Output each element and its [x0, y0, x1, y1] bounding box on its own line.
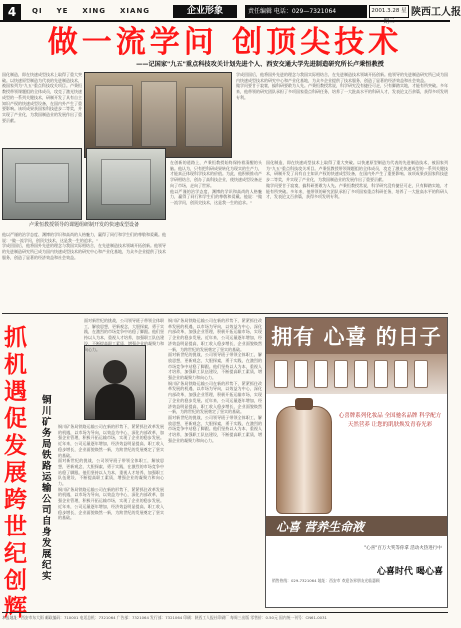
feature-text: 面对新世纪的挑战，公司领导班子带领全体职工，解放思想，更新观念，大胆探索，勇于实践，在激烈的市场竞争中站稳了脚跟。他们坚持以人为本，重视人才培养，加强职工队伍建设，不断提高职工素质，增强企业的凝聚力和向心力。: [58, 458, 164, 487]
subtitle-char: 矿: [42, 417, 52, 428]
product-bottle-icon: [334, 360, 348, 388]
ad-top-band: [266, 318, 447, 354]
portrait-photo: [84, 345, 146, 420]
subtitle-char: 展: [42, 549, 52, 560]
issue-date: 2001.3.28 星期三: [369, 5, 409, 18]
article-text: 在创新的道路上，卢秉恒教授始终保持着清醒的头脑。他认为，只有把科研成果转化为现实的生产力，才能真正体现科学技术的价值。为此，他积极推动产学研相结合，创办了高科技企业，使快速成型设备走向了市场，走向了世界。: [170, 160, 262, 188]
machine-body: [101, 159, 151, 205]
pinyin-word: YE: [56, 7, 69, 15]
headline-char: 辉: [4, 595, 27, 621]
headline-char: 机: [4, 352, 27, 378]
feature-text: 面对新世纪的挑战，公司领导班子带领全体职工，解放思想，更新观念，大胆探索，勇于实践，在激烈的市场竞争中站稳了脚跟。他们坚持以人为本，重视人才培养，加强职工队伍建设，不断提高职工素质，增强企业的凝聚力和向心力。: [84, 318, 164, 352]
subtitle-char: 实: [42, 571, 52, 582]
subtitle-char: 川: [42, 406, 52, 417]
article-text: 做学问要甘于寂寞，搞科研要敢为人先。卢秉恒教授常说，科学研究没有捷径可走，只有脚踏实地，才能有所突破。多年来，他带领的研究团队承担了多项国家重点科研任务，培养了一大批高水平的科研人才，发表论文百余篇，获得多项发明专利。: [266, 182, 448, 200]
feature-text: 铜川矿务局铁路运输公司在新的形势下，紧紧抓住改革发展的机遇，以市场为导向，以效益为中心，深化内部改革，加强企业管理，积极开拓运输市场，实现了企业的稳步发展。近年来，公司运量逐年增加，经济效益明显提高，职工收入稳步增长，企业面貌焕然一新，为跨世纪的发展奠定了坚实的基础。: [58, 486, 164, 521]
ad-band-text: 心喜 营养生命液: [276, 520, 365, 534]
group-photo: [84, 72, 232, 158]
subtitle-char: 运: [42, 472, 52, 483]
machine-photo: [2, 148, 82, 220]
section-divider: [2, 313, 448, 314]
article-text: 国化制造，即在快速成型技术上取得了重大突破。以快速原型制造为代表的先进制造技术，被国家列为"九五"重点科技攻关项目。卢秉恒教授带领课题组的全体成员，攻克了激光快速成型的一系列关键技术，研制开发了具有自主知识产权的快速成型设备，在国内外产生了重要影响。该项成果获国家科技进步二等奖，并实现了产业化，为我国制造业的发展作出了重要贡献。: [266, 160, 448, 183]
hero-bottle-icon: [276, 406, 332, 514]
ad-slogan: 拥有 心喜 的日子: [271, 325, 442, 349]
feature-text: 铜川矿务局铁路运输公司在新的形势下，紧紧抓住改革发展的机遇，以市场为导向，以效益为中心，深化内部改革，加强企业管理，积极开拓运输市场，实现了企业的稳步发展。近年来，公司运量逐年增加，经济效益明显提高，职工收入稳步增长，企业面貌焕然一新，为跨世纪的发展奠定了坚实的基础。: [168, 318, 262, 352]
main-headline: 做一流学问 创顶尖技术: [47, 25, 403, 60]
ad-band: [266, 516, 447, 536]
ad-lower: [266, 536, 447, 607]
subtitle-char: 局: [42, 439, 52, 450]
feature-text: 面对新世纪的挑战，公司领导班子带领全体职工，解放思想，更新观念，大胆探索，勇于实践，在激烈的市场竞争中站稳了脚跟。他们坚持以人为本，重视人才培养，加强职工队伍建设，不断提高职工素质，增强企业的凝聚力和向心力。: [168, 414, 262, 443]
headline-char: 遇: [4, 379, 27, 405]
article-text: 做学问要甘于寂寞，搞科研要敢为人先。卢秉恒教授常说，科学研究没有捷径可走，只有脚踏实地，才能有所突破。多年来，他带领的研究团队承担了多项国家重点科研任务，培养了一大批高水平的科研人才，发表论文百余篇，获得多项发明专利。: [236, 83, 448, 100]
ad-body: [266, 394, 447, 516]
feature-vertical-subtitle: [42, 395, 53, 582]
feature-column: [58, 424, 164, 610]
product-bottle-icon: [374, 360, 388, 388]
subtitle-char: 铁: [42, 450, 52, 461]
portrait-body: [95, 384, 135, 420]
feature-text: 铜川矿务局铁路运输公司在新的形势下，紧紧抓住改革发展的机遇，以市场为导向，以效益为中心，深化内部改革，加强企业管理，积极开拓运输市场，实现了企业的稳步发展。近年来，公司运量逐年增加，经济效益明显提高，职工收入稳步增长，企业面貌焕然一新，为跨世纪的发展奠定了坚实的基础。: [58, 424, 164, 458]
feature-text: 铜川矿务局铁路运输公司在新的形势下，紧紧抓住改革发展的机遇，以市场为导向，以效益为中心，深化内部改革，加强企业管理，积极开拓运输市场，实现了企业的稳步发展。近年来，公司运量逐年增加，经济效益明显提高，职工收入稳步增长，企业面貌焕然一新，为跨世纪的发展奠定了坚实的基础。: [168, 380, 262, 415]
subtitle-char: 纪: [42, 560, 52, 571]
headline-char: 跨: [4, 487, 27, 513]
portrait-head: [103, 360, 127, 384]
headline-banner: [2, 26, 448, 68]
subtitle-char: 输: [42, 483, 52, 494]
article-column: [266, 160, 448, 310]
product-bottle-icon: [314, 360, 328, 388]
editor-line: 责任编辑 电话：029—7321064: [245, 5, 367, 18]
pinyin-word: XING: [82, 7, 107, 15]
photo-figure: [185, 87, 223, 147]
article-column: [236, 72, 448, 156]
ad-copy: 心喜牌系列化妆品 全国驰名品牌 科学配方 天然营养 让您的肌肤焕发青春光彩: [338, 413, 442, 428]
subtitle-char: 路: [42, 461, 52, 472]
subtitle-char: 自: [42, 516, 52, 527]
article-text: 学成回国后，他将国外先进的理念与我国实际相结合，在先进制造技术领域开拓创新。他领导的先进制造研究所已成为国内快速成型技术的研究中心和产业化基地，为众多企业提供了技术服务，创造了显著的经济效益和社会效益。: [2, 243, 166, 260]
subtitle-char: 发: [42, 538, 52, 549]
page-number: 4: [3, 4, 21, 20]
headline-char: 抓: [4, 325, 27, 351]
pinyin-title: [32, 7, 164, 15]
article-text: 学成回国后，他将国外先进的理念与我国实际相结合，在先进制造技术领域开拓创新。他领导的先进制造研究所已成为国内快速成型技术的研究中心和产业化基地，为众多企业提供了技术服务，创造了显著的经济效益和社会效益。: [236, 72, 448, 83]
article-column: [2, 232, 166, 312]
product-bottle-icon: [394, 360, 408, 388]
product-bottle-icon: [354, 360, 368, 388]
ad-promo: "心喜"百万大奖等你拿 活动火热进行中: [364, 546, 442, 551]
newspaper-masthead: 陕西工人报: [411, 7, 461, 18]
product-bottle-icon: [294, 360, 308, 388]
ad-brand: 心喜时代 喝心喜: [376, 567, 443, 577]
headline-char: 创: [4, 568, 27, 594]
subtitle-char: 公: [42, 494, 52, 505]
feature-text: 面对新世纪的挑战，公司领导班子带领全体职工，解放思想，更新观念，大胆探索，勇于实践，在激烈的市场竞争中站稳了脚跟。他们坚持以人为本，重视人才培养，加强职工队伍建设，不断提高职工素质，增强企业的凝聚力和向心力。: [168, 352, 262, 381]
feature-column: [84, 318, 164, 352]
ad-footer-text: 销售热线：029-7321064 地址：西安市 欢迎各界朋友光临惠顾: [272, 578, 380, 583]
article-text: 他以严谨的治学态度、渊博的学识和高尚的人格魅力，赢得了同行和学生们的尊敬和爱戴。他说："做一流学问，创顶尖技术，这是我一生的追求。": [2, 232, 166, 243]
photo-figure: [141, 81, 177, 147]
ad-product-shelf: [266, 354, 447, 394]
subtitle-char: 铜: [42, 395, 52, 406]
photo-figure: [95, 85, 133, 147]
subtitle-char: 身: [42, 527, 52, 538]
product-bottle-icon: [414, 360, 428, 388]
bottle-cap: [295, 398, 313, 410]
headline-char: 纪: [4, 541, 27, 567]
feature-vertical-headline: [4, 325, 34, 622]
headline-char: 发: [4, 433, 27, 459]
feature-column: [168, 318, 262, 610]
section-title: 企业形象: [173, 5, 237, 18]
advertisement: [265, 317, 448, 608]
pinyin-word: QI: [32, 7, 43, 15]
page-footer: 本报地址：西安市东大街 邮政编码：710001 电话总机：7321064 广告部：7321064 发行部：7321064 印刷：陕西工人报社印刷厂 每周三出版 零售价：0.50元 国内统一刊号：CN61-0031: [2, 612, 448, 626]
article-text: 他以严谨的治学态度、渊博的学识和高尚的人格魅力，赢得了同行和学生们的尊敬和爱戴。他说："做一流学问，创顶尖技术，这是我一生的追求。": [170, 188, 262, 205]
headline-char: 促: [4, 406, 27, 432]
machine-photo: [86, 148, 166, 220]
headline-char: 世: [4, 514, 27, 540]
subtitle-char: 司: [42, 505, 52, 516]
machine-body: [15, 163, 69, 203]
headline-char: 展: [4, 460, 27, 486]
photo-caption: 卢秉恒教授领导的课题组研制开发的快速成型设备: [28, 222, 139, 228]
subtitle-char: 务: [42, 428, 52, 439]
article-column: [2, 72, 82, 146]
headline-subtitle: ——记国家"九五"重点科技攻关计划先进个人、西安交通大学先进制造研究所长卢秉恒教授: [136, 61, 384, 68]
article-column: [170, 160, 262, 310]
article-text: 国化制造，即在快速成型技术上取得了重大突破。以快速原型制造为代表的先进制造技术，被国家列为"九五"重点科技攻关项目。卢秉恒教授带领课题组的全体成员，攻克了激光快速成型的一系列关键技术，研制开发了具有自主知识产权的快速成型设备，在国内外产生了重要影响。该项成果获国家科技进步二等奖，并实现了产业化，为我国制造业的发展作出了重要贡献。: [2, 72, 82, 123]
pinyin-word: XIANG: [120, 7, 151, 15]
product-bottle-icon: [274, 360, 288, 388]
